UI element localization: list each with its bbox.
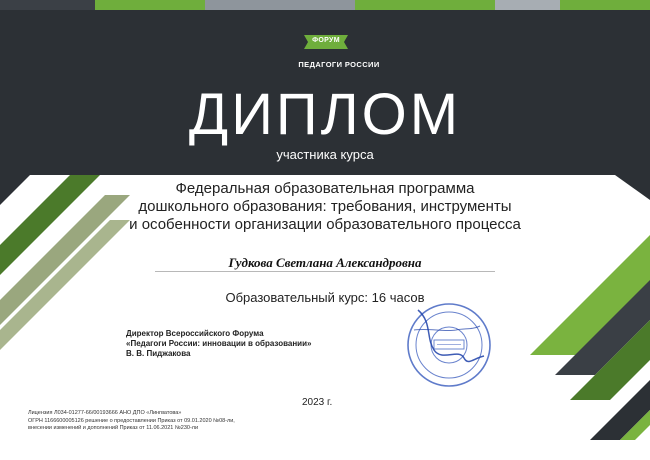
director-name: В. В. Пиджакова bbox=[126, 349, 191, 358]
forum-logo bbox=[298, 33, 378, 73]
director-forum-name: «Педагоги России: инновации в образовании» bbox=[126, 339, 312, 348]
diploma-subtitle: участника курса bbox=[276, 147, 374, 162]
program-title bbox=[100, 180, 550, 234]
diploma-title: ДИПЛОМ bbox=[188, 82, 462, 147]
director-block bbox=[126, 329, 406, 359]
name-underline bbox=[155, 271, 495, 272]
program-line: Федеральная образовательная программа bbox=[175, 180, 475, 197]
director-title: Директор Всероссийского Форума bbox=[126, 329, 264, 338]
license-line: Лицензия Л034-01277-66/00193666 АНО ДПО «Лингватова» bbox=[28, 410, 182, 416]
program-line: и особенности организации образовательного процесса bbox=[129, 216, 521, 233]
right-dark-corner bbox=[615, 175, 650, 200]
course-hours: Образовательный курс: 16 часов bbox=[225, 290, 425, 305]
diploma-year: 2023 г. bbox=[302, 397, 333, 408]
license-line: ОГРН 1166600005126 решение о предоставлении Приказ от 09.01.2020 №08-ли, bbox=[28, 417, 235, 424]
recipient-name: Гудкова Светлана Александровна bbox=[228, 255, 422, 270]
license-info bbox=[28, 410, 358, 433]
license-line: внесении изменений и дополнений Приказ от 11.06.2021 №230-ли bbox=[28, 425, 199, 431]
left-dark-corner bbox=[0, 175, 30, 205]
program-line: дошкольного образования: требования, инструменты bbox=[138, 198, 512, 215]
stamp-icon bbox=[404, 300, 494, 390]
logo-forum-text: ФОРУМ bbox=[312, 37, 340, 44]
logo-subtitle-text: ПЕДАГОГИ РОССИИ bbox=[298, 60, 380, 69]
